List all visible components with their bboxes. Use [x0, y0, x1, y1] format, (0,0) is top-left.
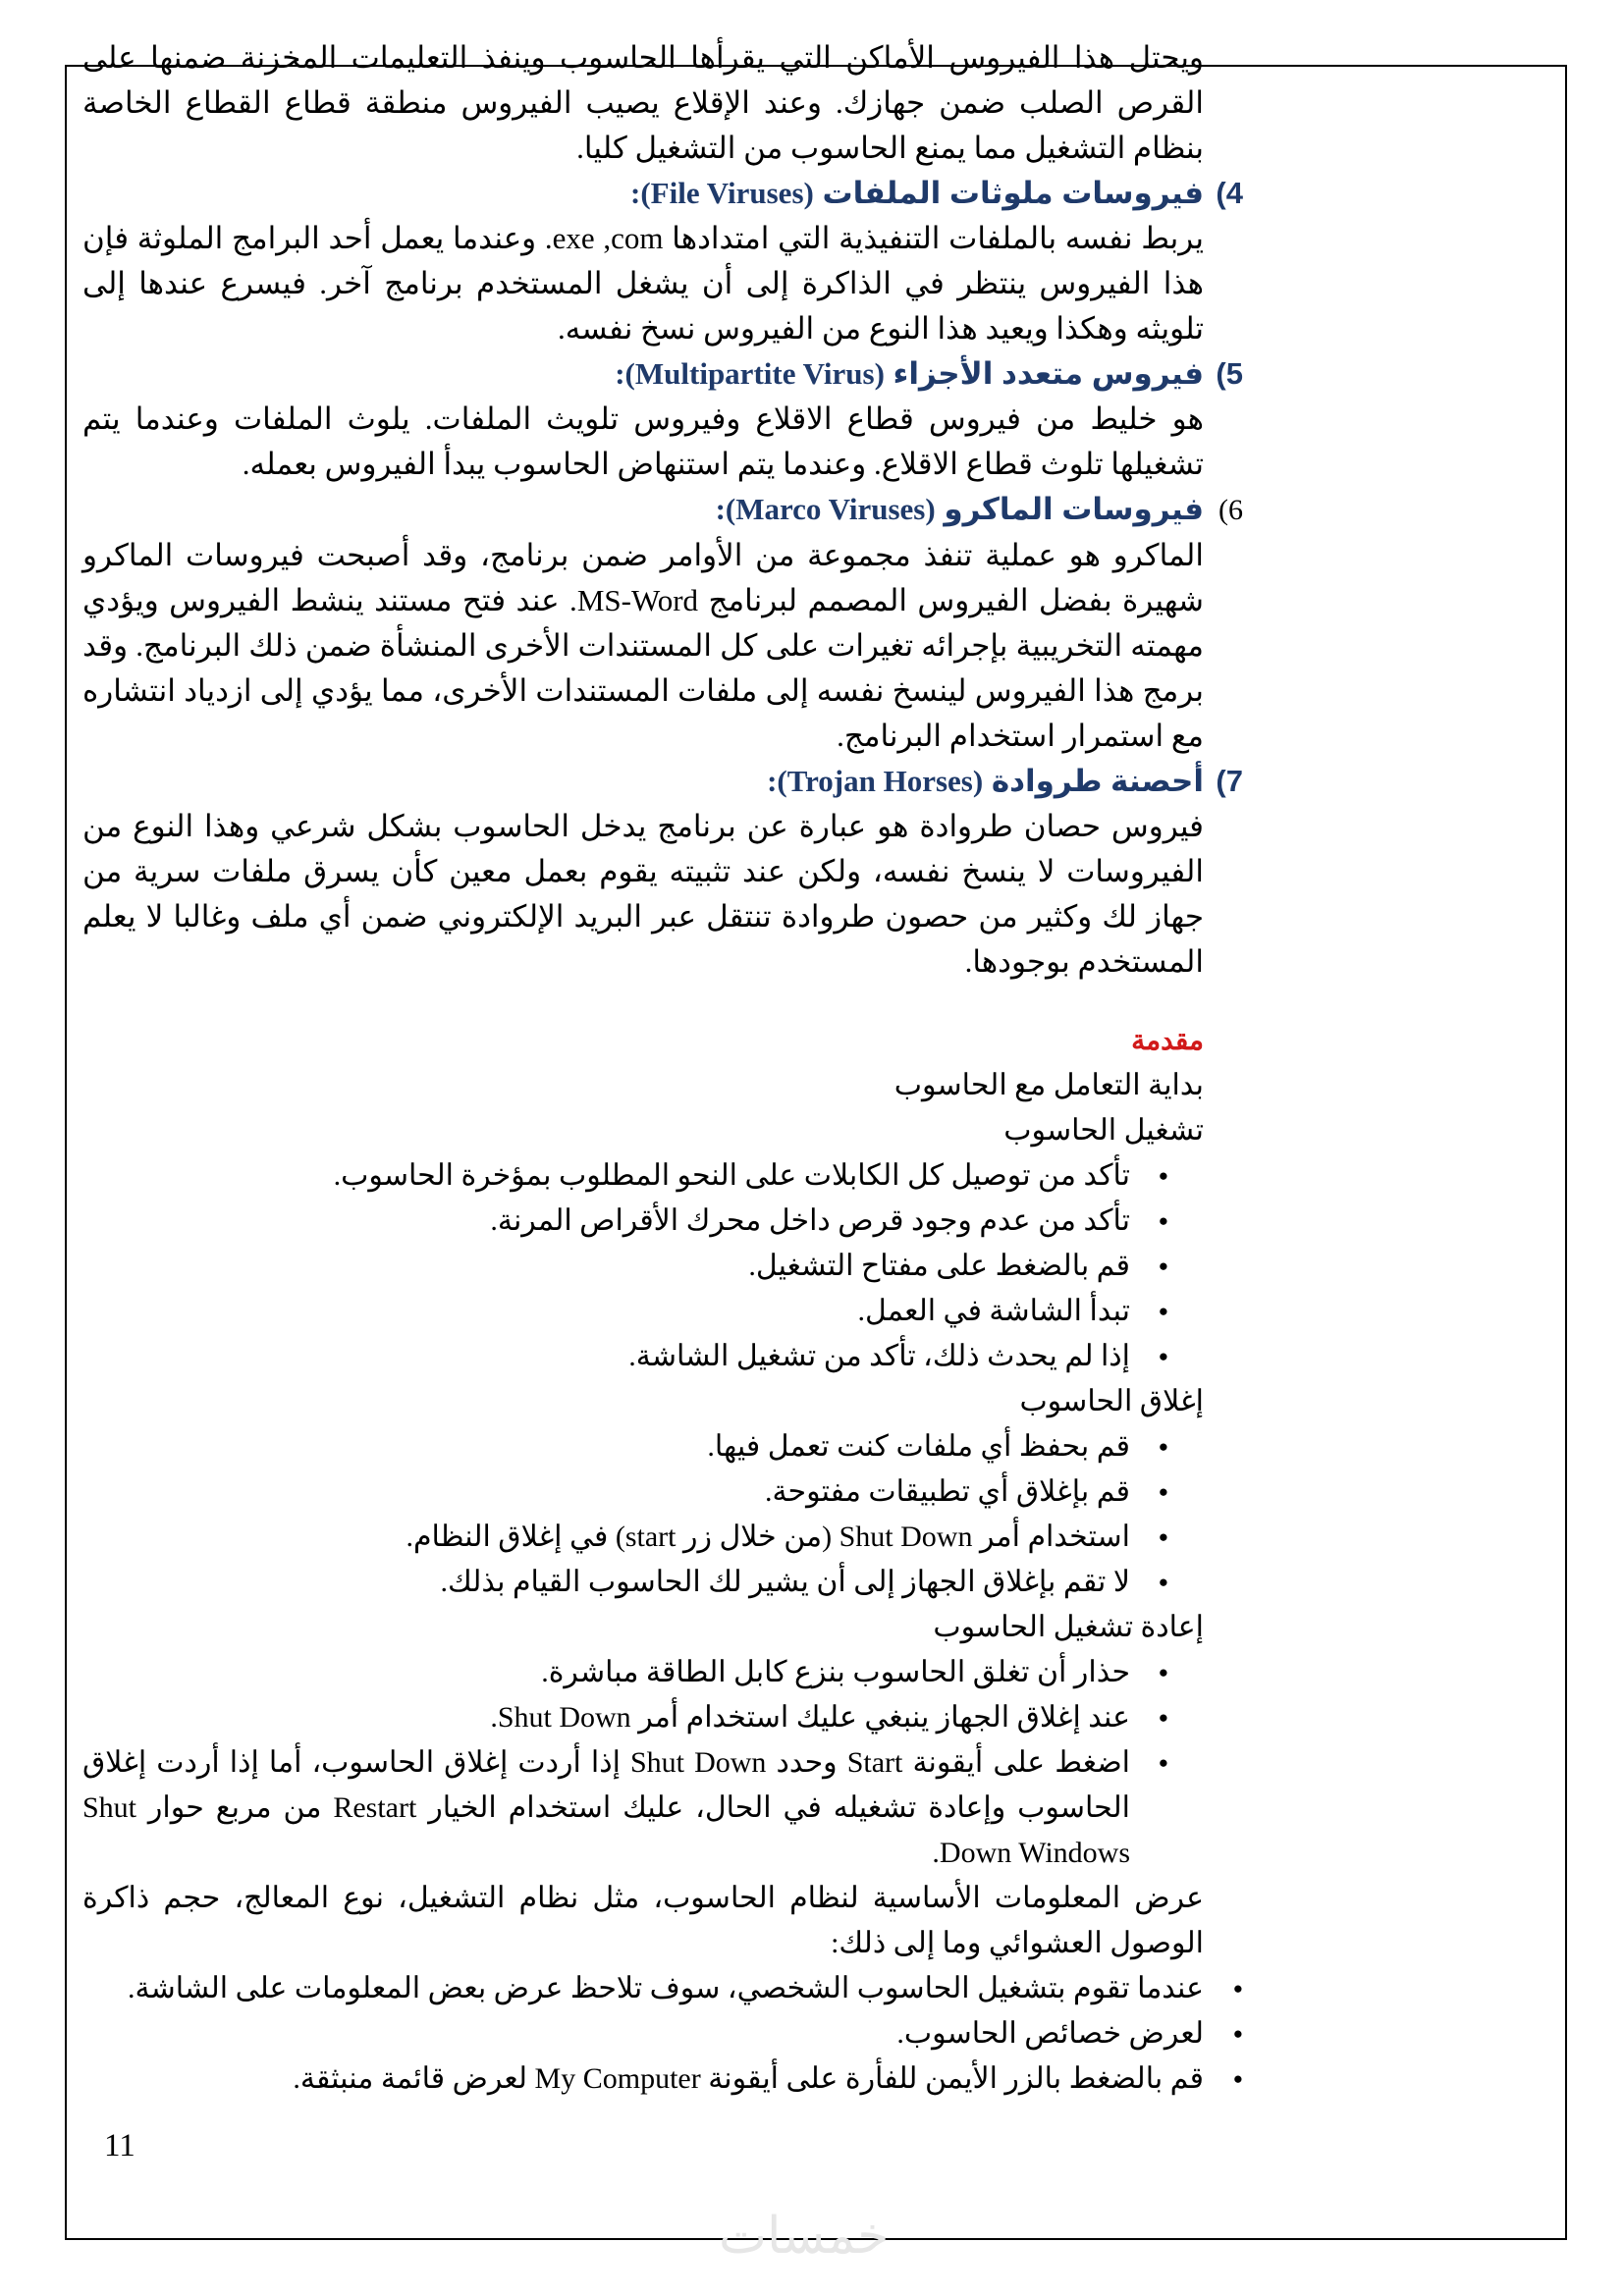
list-item: ● عند إغلاق الجهاز ينبغي عليك استخدام أمر Shut Down. [82, 1695, 1204, 1740]
restart-title: إعادة تشغيل الحاسوب [933, 1611, 1204, 1643]
section-heading [82, 487, 1243, 533]
list-item: ● لعرض خصائص الحاسوب. [82, 2011, 1243, 2056]
page-number: 11 [104, 2128, 135, 2163]
shutdown-title: إغلاق الحاسوب [1019, 1385, 1204, 1417]
list-item: ● استخدام أمر Shut Down (من خلال زر start) في إغلاق النظام. [82, 1515, 1204, 1560]
section-title-ar: فيروسات الماكرو [944, 492, 1204, 526]
section-title-ar: أحصنة طروادة [991, 764, 1204, 798]
section-body: فيروس حصان طروادة هو عبارة عن برنامج يدخل الحاسوب بشكل شرعي وهذا النوع من الفيروسات لا ينسخ نفسه، ولكن عند تثبيته يقوم بعمل معين كأن يسرق ملفات سرية من جهاز لك وكثير من حصون طروادة تنتقل عبر البريد الإلكتروني ضمن أي ملف وغالبا لا يعلم المستخدم بوجودها. [82, 809, 1204, 979]
list-item: ● تأكد من عدم وجود قرص داخل محرك الأقراص المرنة. [82, 1199, 1204, 1244]
list-item: ● لا تقم بإغلاق الجهاز إلى أن يشير لك الحاسوب القيام بذلك. [82, 1560, 1204, 1605]
list-item: ● تأكد من توصيل كل الكابلات على النحو المطلوب بمؤخرة الحاسوب. [82, 1153, 1204, 1199]
section-title-en: (Multipartite Virus): [615, 356, 885, 391]
list-item: ● قم بالضغط بالزر الأيمن للفأرة على أيقونة My Computer لعرض قائمة منبثقة. [82, 2056, 1243, 2102]
list-item: ● تبدأ الشاشة في العمل. [82, 1289, 1204, 1334]
shutdown-list [82, 1424, 1204, 1605]
document-body [82, 35, 1243, 2102]
section-number: 5) [1216, 356, 1243, 391]
restart-list [82, 1650, 1204, 1876]
section-title-en: (Marco Viruses): [715, 492, 936, 526]
section-heading [82, 759, 1243, 804]
section-title-ar: فيروس متعدد الأجزاء [893, 356, 1204, 391]
section-title-en: (Trojan Horses): [767, 764, 984, 798]
section-number: 4) [1216, 176, 1243, 210]
section-title-en: (File Viruses): [630, 176, 814, 210]
section-heading [82, 351, 1243, 397]
startup-list [82, 1153, 1204, 1379]
list-item: ● اضغط على أيقونة Start وحدد Shut Down إذا أردت إغلاق الحاسوب، أما إذا أردت إغلاق الحاسوب وإعادة تشغيله في الحال، عليك استخدام الخيار Restart من مربع حوار Shut Down Windows. [82, 1740, 1204, 1876]
intro-paragraph: ويحتل هذا الفيروس الأماكن التي يقرأها الحاسوب وينفذ التعليمات المخزنة ضمنها على القرص الصلب ضمن جهازك. وعند الإقلاع يصيب الفيروس منطقة قطاع القطاع الخاصة بنظام التشغيل مما يمنع الحاسوب من التشغيل كليا. [82, 40, 1204, 165]
section-multipartite-virus [82, 351, 1243, 487]
list-item: ● حذار أن تغلق الحاسوب بنزع كابل الطاقة مباشرة. [82, 1650, 1204, 1695]
watermark: خمسات [719, 2207, 890, 2266]
sysinfo-list [82, 1966, 1243, 2102]
list-item: ● قم بالضغط على مفتاح التشغيل. [82, 1244, 1204, 1289]
sysinfo-text: عرض المعلومات الأساسية لنظام الحاسوب، مثل نظام التشغيل، نوع المعالج، حجم ذاكرة الوصول العشوائي وما إلى ذلك: [82, 1882, 1204, 1959]
startup-title: تشغيل الحاسوب [1003, 1114, 1204, 1147]
section-title-ar: فيروسات ملوثات الملفات [822, 176, 1204, 210]
intro-heading: مقدمة [1131, 1025, 1204, 1055]
section-macro-viruses [82, 487, 1243, 759]
intro-line: بداية التعامل مع الحاسوب [893, 1069, 1204, 1101]
list-item: ● قم بإغلاق أي تطبيقات مفتوحة. [82, 1469, 1204, 1515]
section-heading [82, 171, 1243, 216]
section-body: هو خليط من فيروس قطاع الاقلاع وفيروس تلويث الملفات. يلوث الملفات وعندما يتم تشغيلها تلوث قطاع الاقلاع. وعندما يتم استنهاض الحاسوب يبدأ الفيروس بعمله. [82, 401, 1204, 481]
section-body: يربط نفسه بالملفات التنفيذية التي امتدادها exe ,com. وعندما يعمل أحد البرامج الملوثة فإن هذا الفيروس ينتظر في الذاكرة إلى أن يشغل المستخدم برنامج آخر. فيسرع عندها إلى تلويثه وهكذا ويعيد هذا النوع من الفيروس نسخ نفسه. [82, 221, 1205, 346]
list-item: ● إذا لم يحدث ذلك، تأكد من تشغيل الشاشة. [82, 1334, 1204, 1379]
section-file-viruses [82, 171, 1243, 351]
section-trojan-horses [82, 759, 1243, 985]
section-body: الماكرو هو عملية تنفذ مجموعة من الأوامر ضمن برنامج، وقد أصبحت فيروسات الماكرو شهيرة بفضل الفيروس المصمم لبرنامج MS-Word. عند فتح مستند ينشط الفيروس ويؤدي مهمته التخريبية بإجرائه تغيرات على كل المستندات الأخرى المنشأة ضمن ذلك البرنامج. وقد برمج هذا الفيروس لينسخ نفسه إلى ملفات المستندات الأخرى، مما يؤدي إلى ازدياد انتشاره مع استمرار استخدام البرنامج. [82, 538, 1204, 753]
list-item: ● عندما تقوم بتشغيل الحاسوب الشخصي، سوف تلاحظ عرض بعض المعلومات على الشاشة. [82, 1966, 1243, 2011]
section-number: 6) [1218, 494, 1243, 526]
list-item: ● قم بحفظ أي ملفات كنت تعمل فيها. [82, 1424, 1204, 1469]
section-number: 7) [1216, 764, 1243, 798]
